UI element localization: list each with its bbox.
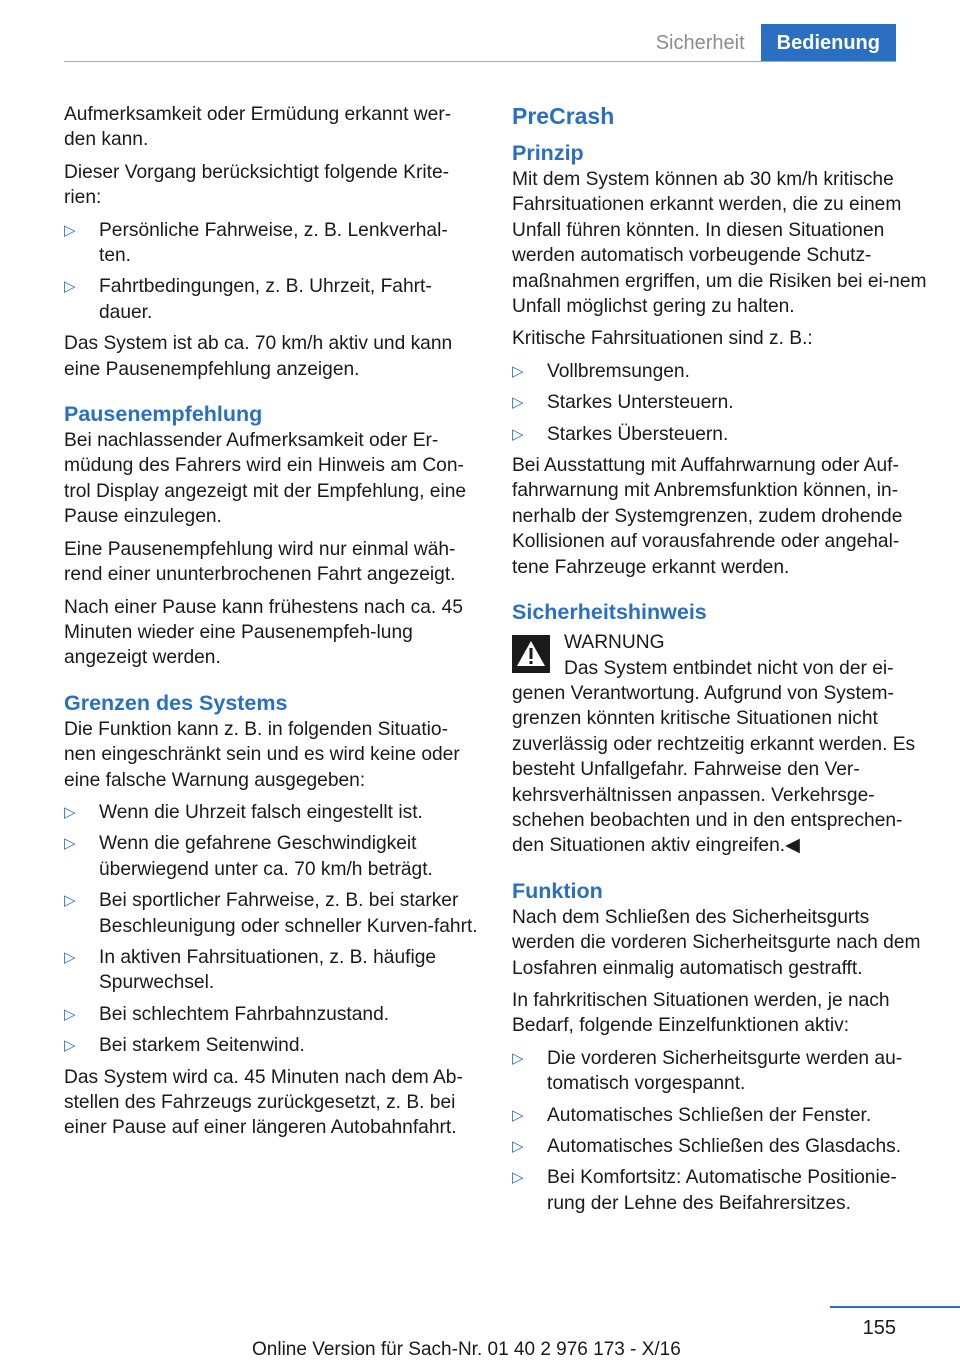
chapter-heading-precrash: PreCrash — [512, 103, 615, 129]
triangle-bullet-icon: ▷ — [512, 394, 524, 412]
list-item: ▷ Die vorderen Sicherheitsgurte werden au-tomatisch vorgespannt. — [512, 1047, 903, 1095]
list-item: ▷ Automatisches Schließen des Glasdachs. — [512, 1134, 928, 1159]
warning-triangle-icon — [512, 635, 550, 673]
list-item: ▷ Persönliche Fahrweise, z. B. Lenkverhal-ten. — [64, 219, 448, 267]
list-item: ▷ Wenn die Uhrzeit falsch eingestellt ist. — [64, 800, 478, 825]
section-heading-grenzen: Grenzen des Systems — [64, 690, 288, 715]
tab-bedienung[interactable]: Bedienung — [761, 24, 896, 62]
paragraph: Das System ist ab ca. 70 km/h aktiv und kann eine Pausenempfehlung anzeigen. — [64, 333, 453, 380]
warning-title: WARNUNG — [564, 632, 665, 654]
section-heading-sicherheitshinweis: Sicherheitshinweis — [512, 600, 707, 625]
paragraph: In fahrkritischen Situationen werden, je nach Bedarf, folgende Einzelfunktionen aktiv: — [512, 989, 890, 1037]
list-item: ▷ Starkes Übersteuern. — [512, 422, 928, 447]
online-version-note: Online Version für Sach-Nr. 01 40 2 976 173 - X/16 — [252, 1339, 681, 1360]
bullet-list — [512, 1046, 928, 1216]
triangle-bullet-icon: ▷ — [64, 948, 76, 966]
triangle-bullet-icon: ▷ — [64, 278, 76, 296]
triangle-bullet-icon: ▷ — [64, 892, 76, 910]
bullet-list — [512, 359, 928, 447]
triangle-bullet-icon: ▷ — [512, 362, 524, 380]
paragraph: Nach dem Schließen des Sicherheitsgurts werden die vorderen Sicherheitsgurte nach dem Losfahren einmalig automatisch gestrafft. — [512, 906, 921, 979]
header-divider — [64, 61, 896, 62]
triangle-bullet-icon: ▷ — [512, 1106, 524, 1124]
list-item: ▷ Bei schlechtem Fahrbahnzustand. — [64, 1002, 478, 1027]
warning-block — [512, 630, 928, 859]
list-item: ▷ Starkes Untersteuern. — [512, 390, 928, 415]
list-item: ▷ Vollbremsungen. — [512, 359, 928, 384]
paragraph: Dieser Vorgang berücksichtigt folgende Krite-rien: — [64, 161, 450, 209]
right-column — [512, 102, 928, 1222]
paragraph: Eine Pausenempfehlung wird nur einmal wäh-rend einer ununterbrochenen Fahrt angezeigt. — [64, 538, 456, 586]
list-item: ▷ Bei sportlicher Fahrweise, z. B. bei starker Beschleunigung oder schneller Kurven-fahrt. — [64, 890, 478, 937]
paragraph: Bei Ausstattung mit Auffahrwarnung oder Auf-fahrwarnung mit Anbremsfunktion können, in-nerhalb der Systemgrenzen, zudem drohende Kollisionen auf vorausfahrende oder angehal-tene Fahrzeuge erkannt werden. — [512, 455, 903, 578]
left-column — [64, 102, 478, 1148]
paragraph: Kritische Fahrsituationen sind z. B.: — [512, 328, 813, 350]
bullet-list — [64, 218, 478, 326]
page-number: 155 — [862, 1317, 896, 1339]
triangle-bullet-icon: ▷ — [64, 1005, 76, 1023]
list-item: ▷ Bei Komfortsitz: Automatische Positionie-rung der Lehne des Beifahrersitzes. — [512, 1167, 897, 1214]
section-heading-prinzip: Prinzip — [512, 141, 584, 165]
section-heading-funktion: Funktion — [512, 878, 603, 903]
triangle-bullet-icon: ▷ — [512, 1049, 524, 1067]
triangle-bullet-icon: ▷ — [64, 803, 76, 821]
list-item: ▷ Bei starkem Seitenwind. — [64, 1033, 478, 1058]
list-item: ▷ Fahrtbedingungen, z. B. Uhrzeit, Fahrt-dauer. — [64, 276, 432, 323]
paragraph: Mit dem System können ab 30 km/h kritische Fahrsituationen erkannt werden, die zu einem Unfall führen könnten. In diesen Situationen werden automatisch vorbeugende Schutz-maßnahmen ergriffen, um die Risiken bei ei-nem Unfall möglichst gering zu halten. — [512, 169, 927, 318]
paragraph: Aufmerksamkeit oder Ermüdung erkannt wer-den kann. — [64, 104, 452, 151]
list-item: ▷ Wenn die gefahrene Geschwindigkeit überwiegend unter ca. 70 km/h beträgt. — [64, 833, 433, 880]
triangle-bullet-icon: ▷ — [64, 835, 76, 853]
triangle-bullet-icon: ▷ — [64, 221, 76, 239]
triangle-bullet-icon: ▷ — [64, 1037, 76, 1055]
list-item: ▷ In aktiven Fahrsituationen, z. B. häufige Spurwechsel. — [64, 946, 437, 994]
triangle-bullet-icon: ▷ — [512, 1138, 524, 1156]
warning-text: Das System entbindet nicht von der ei-genen Verantwortung. Aufgrund von System-grenzen könnten kritische Situationen nicht zuverlässig oder rechtzeitig erkannt werden. Es besteht Unfallgefahr. Fahrweise den Ver-kehrsverhältnissen anpassen. Verkehrsge-schehen beobachten und in den entsprechen-den Situationen aktiv eingreifen.◀ — [512, 657, 916, 857]
triangle-bullet-icon: ▷ — [512, 1169, 524, 1187]
bullet-list — [64, 800, 478, 1059]
footer-accent-line — [830, 1306, 960, 1308]
paragraph: Nach einer Pause kann frühestens nach ca. 45 Minuten wieder eine Pausenempfeh-lung angezeigt werden. — [64, 596, 463, 669]
paragraph: Bei nachlassender Aufmerksamkeit oder Er-müdung des Fahrers wird ein Hinweis am Con-trol Display angezeigt mit der Empfehlung, eine Pause einzulegen. — [64, 430, 467, 528]
paragraph: Das System wird ca. 45 Minuten nach dem Ab-stellen des Fahrzeugs zurückgesetzt, z. B. bei einer Pause auf einer längeren Autobahnfahrt. — [64, 1066, 463, 1139]
triangle-bullet-icon: ▷ — [512, 425, 524, 443]
header-tabs — [640, 24, 896, 62]
paragraph: Die Funktion kann z. B. in folgenden Situatio-nen eingeschränkt sein und es wird keine oder eine falsche Warnung ausgegeben: — [64, 718, 460, 791]
list-item: ▷ Automatisches Schließen der Fenster. — [512, 1103, 928, 1128]
section-heading-pausenempfehlung: Pausenempfehlung — [64, 402, 263, 427]
tab-sicherheit[interactable]: Sicherheit — [655, 32, 745, 54]
